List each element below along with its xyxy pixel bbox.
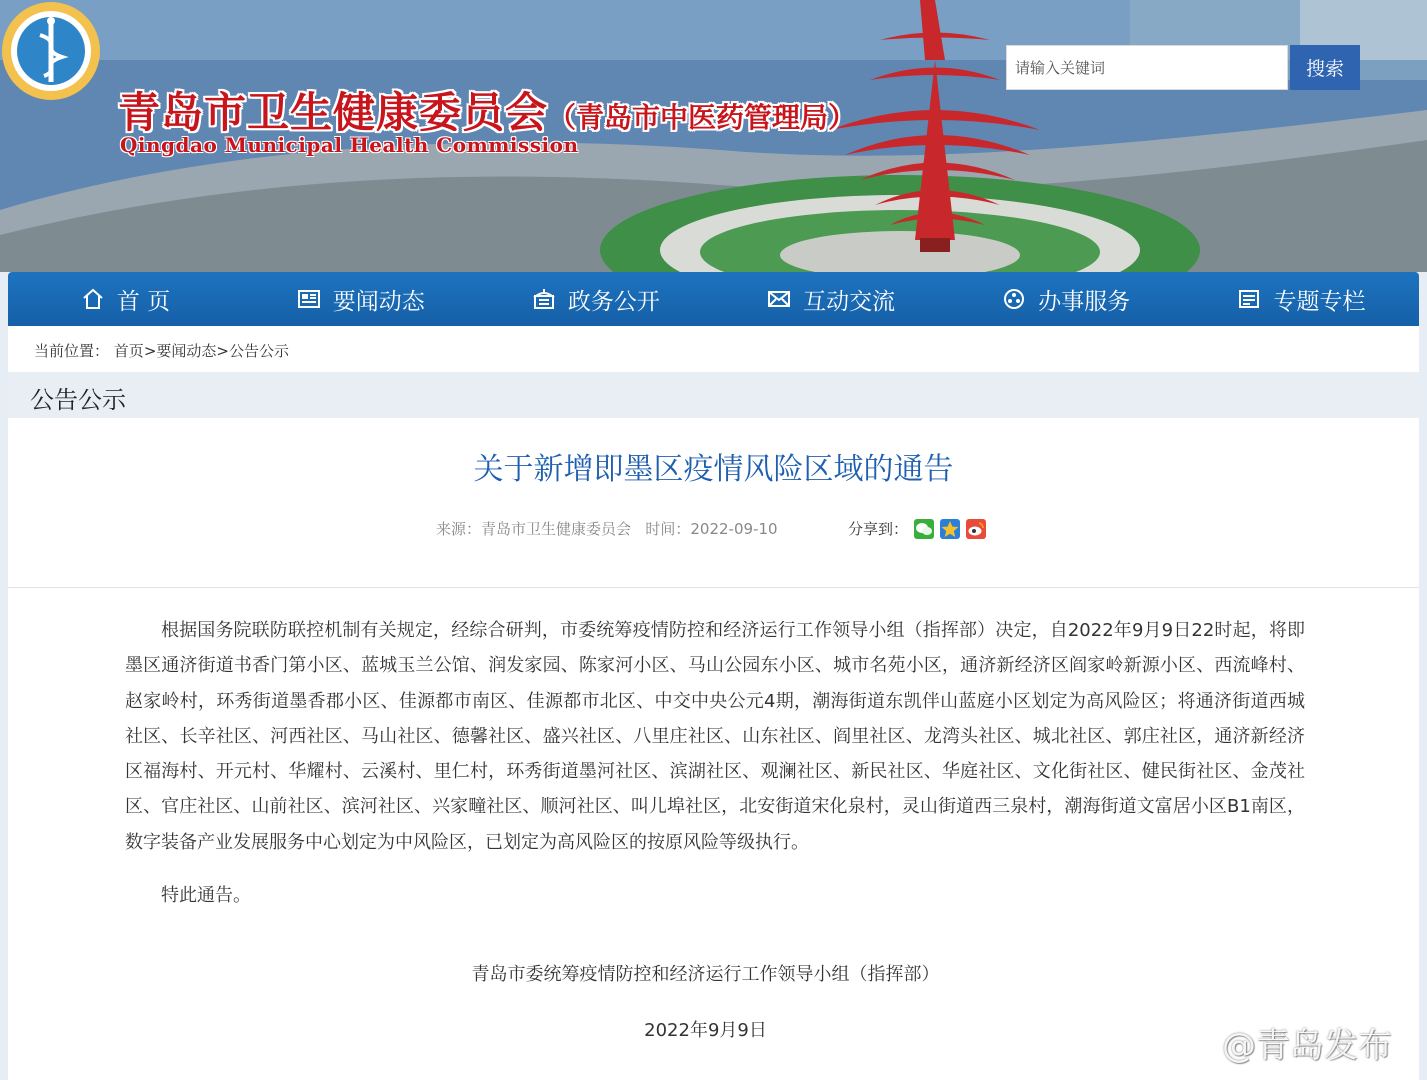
article-paragraph: 根据国务院联防联控机制有关规定，经综合研判，市委统筹疫情防控和经济运行工作领导小组（指挥部）决定，自2022年9月9日22时起，将即墨区通济街道书香门第小区、蓝城玉兰公馆、润发家园、陈家河小区、马山公园东小区、城市名苑小区，通济新经济区阎家岭新源小区、西流峰村、赵家岭村，环秀街道墨香郡小区、佳源都市南区、佳源都市北区、中交中央公元4期，潮海街道东凯伴山蓝庭小区划定为高风险区；将通济街道西城社区、长辛社区、河西社区、马山社区、德馨社区、盛兴社区、八里庄社区、山东社区、阎里社区、龙湾头社区、城北社区、郭庄社区，通济新经济区福海村、开元村、华耀村、云溪村、里仁村，环秀街道墨河社区、滨湖社区、观澜社区、新民社区、华庭社区、文化街社区、健民街社区、金茂社区、官庄社区、山前社区、滨河社区、兴家疃社区、顺河社区、叫儿埠社区，北安街道宋化泉村，灵山街道西三泉村，潮海街道文富居小区B1南区，数字装备产业发展服务中心划定为中风险区，已划定为高风险区的按原风险等级执行。 [125, 620, 1305, 853]
nav-item-interaction[interactable] [714, 272, 949, 326]
nav-item-special-columns[interactable] [1184, 272, 1419, 326]
header-banner [0, 0, 1427, 272]
time-label: 时间： [645, 520, 691, 538]
nav-item-label: 互动交流 [803, 288, 896, 315]
nav-item-label: 办事服务 [1038, 288, 1131, 315]
breadcrumb-news[interactable]: 要闻动态 [156, 342, 217, 360]
breadcrumb-separator: > [143, 342, 157, 360]
nav-item-label: 首 页 [116, 288, 171, 315]
news-icon [297, 287, 321, 311]
sign-date: 2022年9月9日 [644, 1020, 767, 1041]
search-button[interactable]: 搜索 [1290, 45, 1360, 90]
time-value: 2022-09-10 [690, 520, 778, 538]
nav-item-gov-affairs[interactable] [478, 272, 713, 326]
site-title [118, 80, 856, 140]
article-paragraph: 特此通告。 [161, 885, 251, 906]
main-nav [8, 272, 1419, 326]
article-meta [436, 518, 778, 539]
nav-item-label: 专题专栏 [1273, 288, 1366, 315]
weibo-watermark [1172, 1018, 1392, 1067]
commission-logo [0, 0, 102, 102]
watermark-text: @青岛发布 [1222, 1026, 1392, 1066]
article-title: 关于新增即墨区疫情风险区域的通告 [473, 452, 954, 487]
breadcrumb-current[interactable]: 公告公示 [228, 342, 289, 360]
share-bar [848, 518, 986, 539]
building-icon [532, 287, 556, 311]
column-icon [1237, 287, 1261, 311]
source-value: 青岛市卫生健康委员会 [481, 520, 632, 538]
nav-item-label: 政务公开 [567, 288, 660, 315]
section-header [8, 372, 1419, 418]
breadcrumb-separator: > [216, 342, 229, 360]
mail-icon [767, 287, 791, 311]
section-title: 公告公示 [30, 386, 126, 414]
weibo-icon[interactable] [966, 519, 986, 539]
nav-item-label: 要闻动态 [332, 288, 425, 315]
share-label: 分享到： [848, 520, 909, 538]
qzone-icon[interactable] [940, 519, 960, 539]
source-label: 来源： [436, 520, 482, 538]
weibo-logo-icon [1172, 1026, 1216, 1060]
service-icon [1002, 287, 1026, 311]
site-subtitle: （青岛市中医药管理局） [548, 101, 857, 134]
nav-item-news[interactable] [243, 272, 478, 326]
home-icon [81, 287, 105, 311]
site-title-en: Qingdao Municipal Health Commission [120, 133, 579, 157]
signer: 青岛市委统筹疫情防控和经济运行工作领导小组（指挥部） [471, 964, 940, 985]
breadcrumb-prefix: 当前位置： [34, 342, 110, 360]
site-title-text: 青岛市卫生健康委员会 [118, 88, 549, 137]
nav-item-services[interactable] [949, 272, 1184, 326]
divider [8, 587, 1419, 588]
nav-item-home[interactable] [8, 272, 243, 326]
wechat-icon[interactable] [914, 519, 934, 539]
breadcrumb [34, 340, 289, 361]
search-input[interactable] [1006, 45, 1288, 90]
breadcrumb-home[interactable]: 首页 [113, 342, 144, 360]
